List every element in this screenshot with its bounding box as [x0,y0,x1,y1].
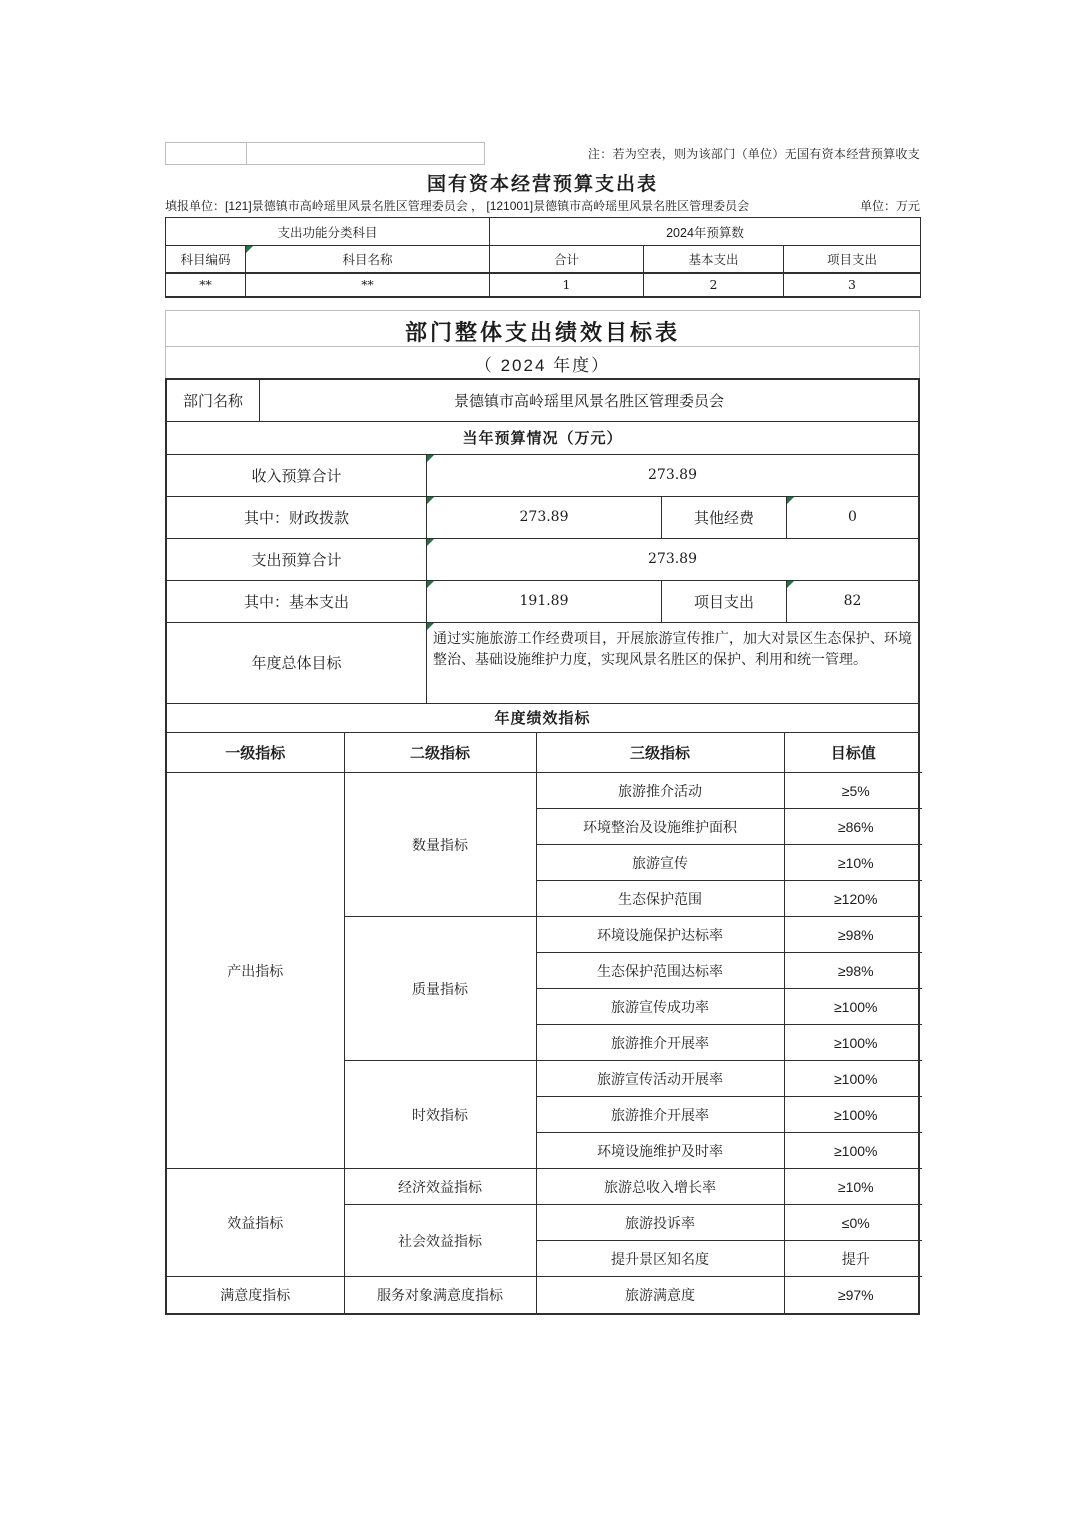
target-value: ≥5% [784,773,922,809]
col-header-basic: 基本支出 [644,246,784,273]
indicator-level1: 效益指标 [167,1169,344,1277]
table1-meta-row [165,196,920,217]
corner-indicator [427,497,434,504]
indicator-level3: 旅游满意度 [536,1277,784,1313]
col-header-subject-code: 科目编码 [166,246,246,273]
target-value: ≥100% [784,1097,922,1133]
perf-section-title: 年度绩效指标 [167,704,918,733]
performance-indicator-table [167,733,922,1313]
indicator-level2: 经济效益指标 [344,1169,536,1205]
perf-header-level3: 三级指标 [536,733,784,773]
table1-title: 国有资本经营预算支出表 [426,174,658,195]
empty-table-note: 注：若为空表，则为该部门（单位）无国有资本经营预算收支 [587,147,920,161]
target-value: ≥98% [784,917,922,953]
cell-basic: 2 [644,273,784,297]
income-total-row [167,455,918,497]
indicator-level3: 旅游宣传 [536,845,784,881]
group-header-budget: 2024年预算数 [490,218,921,246]
target-value: 提升 [784,1241,922,1277]
target-value: ≤0% [784,1205,922,1241]
annual-goal-label: 年度总体目标 [167,623,427,703]
expense-total-label: 支出预算合计 [167,539,427,580]
indicator-level3: 生态保护范围达标率 [536,953,784,989]
other-funds-label: 其他经费 [662,497,787,538]
indicator-level3: 生态保护范围 [536,881,784,917]
empty-cell [165,142,247,165]
col-header-subject-name: 科目名称 [246,246,490,273]
annual-goal-row [167,623,918,704]
col-header-project: 项目支出 [784,246,921,273]
sheet-content [165,142,920,1315]
corner-indicator [427,581,434,588]
target-value: ≥100% [784,1025,922,1061]
department-label: 部门名称 [167,380,260,421]
empty-grid-cells [165,142,485,165]
income-total-label: 收入预算合计 [167,455,427,496]
indicator-level1: 产出指标 [167,773,344,1169]
fiscal-row [167,497,918,539]
indicator-level3: 提升景区知名度 [536,1241,784,1277]
perf-header-level1: 一级指标 [167,733,344,773]
indicator-level2: 服务对象满意度指标 [344,1277,536,1313]
project-expense-value: 82 [787,581,918,622]
top-grid-row [165,142,920,165]
indicator-level2: 时效指标 [344,1061,536,1169]
expense-total-value: 273.89 [427,539,918,580]
expense-total-row [167,539,918,581]
target-value: ≥97% [784,1277,922,1313]
budget-section-title: 当年预算情况（万元） [167,422,918,455]
corner-indicator [246,246,253,253]
table2-subtitle: （ 2024 年度） [474,355,611,375]
fiscal-value: 273.89 [427,497,662,538]
other-funds-value: 0 [787,497,918,538]
perf-header-target: 目标值 [784,733,922,773]
target-value: ≥10% [784,845,922,881]
indicator-level2: 数量指标 [344,773,536,917]
indicator-level2: 社会效益指标 [344,1205,536,1277]
budget-expenditure-table [165,217,921,298]
department-row [167,380,918,422]
indicator-level3: 环境设施保护达标率 [536,917,784,953]
basic-expense-row [167,581,918,623]
corner-indicator [787,581,794,588]
indicator-level3: 旅游宣传成功率 [536,989,784,1025]
department-name: 景德镇市高岭瑶里风景名胜区管理委员会 [453,392,724,410]
perf-header-level2: 二级指标 [344,733,536,773]
performance-table-header [165,310,920,378]
filler-unit-text: 填报单位：[121]景德镇市高岭瑶里风景名胜区管理委员会 ， [121001]景德镇市高岭瑶里风景名胜区管理委员会 [165,199,750,213]
corner-indicator [427,623,434,630]
indicator-level3: 旅游投诉率 [536,1205,784,1241]
target-value: ≥86% [784,809,922,845]
indicator-level3: 旅游推介开展率 [536,1097,784,1133]
target-value: ≥120% [784,881,922,917]
corner-indicator [787,497,794,504]
indicator-level3: 环境设施维护及时率 [536,1133,784,1169]
indicator-level3: 旅游推介开展率 [536,1025,784,1061]
cell-subject-code: ** [166,273,246,297]
col-header-total: 合计 [490,246,644,273]
target-value: ≥100% [784,1133,922,1169]
cell-subject-name: ** [246,273,490,297]
table2-title: 部门整体支出绩效目标表 [166,311,919,347]
group-header-function: 支出功能分类科目 [166,218,490,246]
target-value: ≥100% [784,1061,922,1097]
fiscal-label: 其中：财政拨款 [167,497,427,538]
target-value: ≥100% [784,989,922,1025]
cell-project: 3 [784,273,921,297]
annual-goal-text: 通过实施旅游工作经费项目，开展旅游宣传推广，加大对景区生态保护、环境整治、基础设施维护力度，实现风景名胜区的保护、利用和统一管理。 [427,623,918,703]
performance-table-body [165,378,920,1315]
indicator-level3: 旅游宣传活动开展率 [536,1061,784,1097]
corner-indicator [427,539,434,546]
target-value: ≥10% [784,1169,922,1205]
empty-cell [247,142,485,165]
target-value: ≥98% [784,953,922,989]
basic-expense-label: 其中：基本支出 [167,581,427,622]
unit-text: 单位：万元 [859,199,920,213]
income-total-value: 273.89 [427,455,918,496]
indicator-level3: 环境整治及设施维护面积 [536,809,784,845]
basic-expense-value: 191.89 [427,581,662,622]
cell-total: 1 [490,273,644,297]
project-expense-label: 项目支出 [662,581,787,622]
indicator-level3: 旅游推介活动 [536,773,784,809]
indicator-level1: 满意度指标 [167,1277,344,1313]
indicator-level2: 质量指标 [344,917,536,1061]
indicator-level3: 旅游总收入增长率 [536,1169,784,1205]
corner-indicator [427,455,434,462]
